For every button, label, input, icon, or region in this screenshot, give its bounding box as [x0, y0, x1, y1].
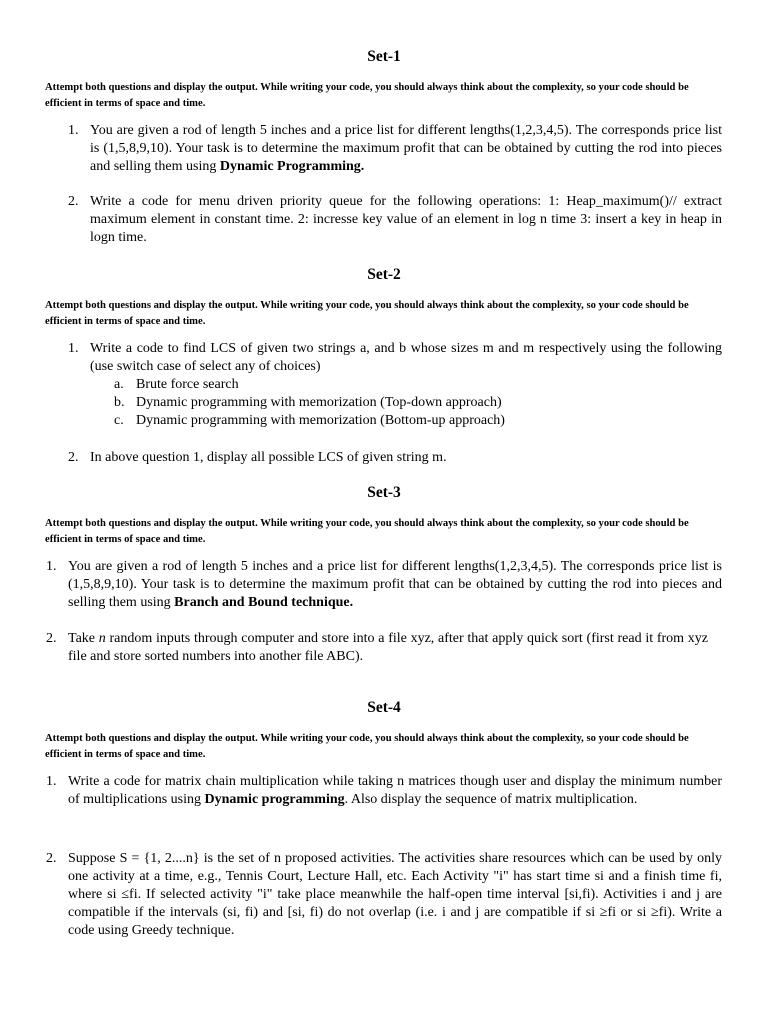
set-2-question-2 [68, 449, 722, 467]
set-4-question-2 [46, 850, 722, 940]
question-text: Suppose S = {1, 2....n} is the set of n proposed activities. The activities share resources which can be used by only one activity at a time, e.g., Tennis Court, Lecture Hall, etc. Each Activity "i" has start time si and a finish time fi, where si ≤fi. If selected activity "i" take place meanwhile the half-open time interval [si,fi). Activities i and j are compatible if the intervals (si, fi) and [si, fi) do not overlap (i.e. i and j are compatible if si ≥fi or si ≥fi). Write a code using Greedy technique. [68, 851, 722, 938]
question-text: random inputs through computer and store into a file xyz, after that apply quick sort (first read it from xyz file and store sorted numbers into another file ABC). [68, 631, 708, 664]
set-2-subitem-b [114, 394, 502, 412]
set-1-question-2 [68, 193, 722, 247]
set-1-title: Set-1 [367, 48, 401, 65]
subitem-letter: b. [114, 395, 125, 410]
question-text: Write a code to find LCS of given two strings a, and b whose sizes m and m respectively using the following (use switch case of select any of choices) [90, 341, 722, 374]
set-2-instruction: Attempt both questions and display the output. While writing your code, you should always think about the complexity, so your code should be efficient in terms of space and time. [45, 300, 689, 327]
set-2-subitem-c [114, 412, 505, 430]
question-text: Write a code for menu driven priority queue for the following operations: 1: Heap_maximum()// extract maximum element in constant time. 2: incresse key value of an element in log n time 3: insert a key in heap in logn time. [90, 194, 722, 245]
subitem-text: Dynamic programming with memorization (Bottom-up approach) [136, 413, 505, 428]
question-text: You are given a rod of length 5 inches and a price list for different lengths(1,2,3,4,5). The corresponds price list is (1,5,8,9,10). Your task is to determine the maximum profit that can be obtained by cutting the rod into pieces and selling them using [68, 559, 722, 610]
set-4-instruction: Attempt both questions and display the output. While writing your code, you should always think about the complexity, so your code should be efficient in terms of space and time. [45, 733, 689, 760]
question-number: 2. [46, 851, 57, 866]
set-2-title: Set-2 [367, 266, 401, 283]
set-2-subitem-a [114, 376, 239, 394]
set-4-question-1 [46, 773, 722, 809]
question-number: 1. [68, 123, 79, 138]
set-3-question-1 [46, 558, 722, 612]
question-text: In above question 1, display all possible LCS of given string m. [90, 450, 447, 465]
set-4-title: Set-4 [367, 699, 401, 716]
set-2-question-1 [68, 340, 722, 376]
set-1-instruction: Attempt both questions and display the output. While writing your code, you should always think about the complexity, so your code should be efficient in terms of space and time. [45, 82, 689, 109]
set-1-question-1 [68, 122, 722, 176]
question-emphasis: Dynamic Programming. [219, 159, 365, 174]
set-3-question-2 [46, 630, 708, 666]
subitem-text: Dynamic programming with memorization (Top-down approach) [136, 395, 502, 410]
question-number: 2. [68, 194, 79, 209]
subitem-letter: c. [114, 413, 124, 428]
question-text: Write a code for matrix chain multiplication while taking n matrices though user and display the minimum number of multiplications using [68, 774, 722, 807]
question-variable: n [98, 631, 106, 646]
question-text-suffix: . Also display the sequence of matrix multiplication. [344, 792, 638, 807]
question-number: 1. [46, 559, 57, 574]
question-number: 2. [68, 450, 79, 465]
question-emphasis: Dynamic programming [204, 792, 345, 807]
set-3-title: Set-3 [367, 484, 401, 501]
question-number: 2. [46, 631, 57, 646]
set-3-instruction: Attempt both questions and display the output. While writing your code, you should always think about the complexity, so your code should be efficient in terms of space and time. [45, 518, 689, 545]
question-text-prefix: Take [68, 631, 96, 646]
question-text: You are given a rod of length 5 inches and a price list for different lengths(1,2,3,4,5). The corresponds price list is (1,5,8,9,10). Your task is to determine the maximum profit that can be obtained by cutting the rod into pieces and selling them using [90, 123, 722, 174]
question-number: 1. [46, 774, 57, 789]
question-emphasis: Branch and Bound technique. [174, 595, 354, 610]
subitem-text: Brute force search [136, 377, 239, 392]
question-number: 1. [68, 341, 79, 356]
subitem-letter: a. [114, 377, 124, 392]
